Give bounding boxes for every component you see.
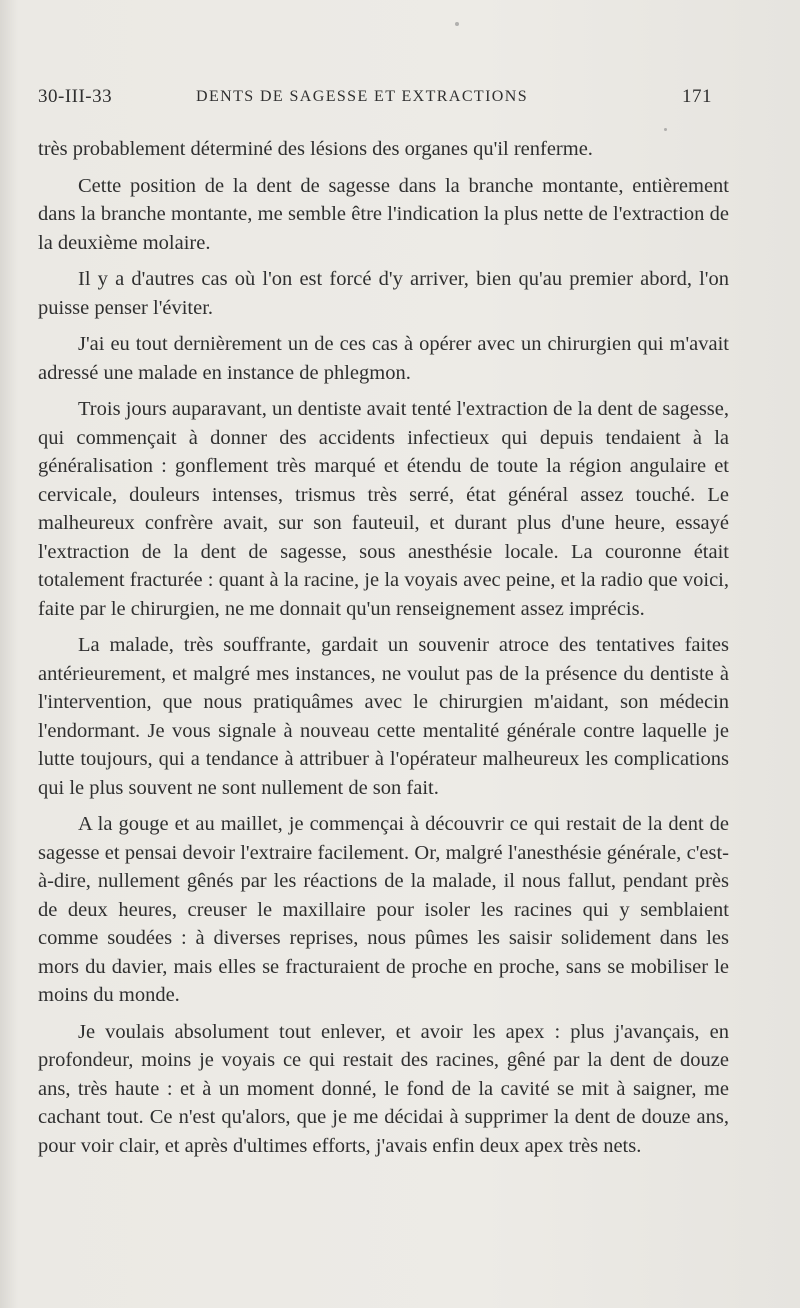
paragraph: très probablement déterminé des lésions des organes qu'il renferme. bbox=[38, 138, 593, 160]
paragraph: Il y a d'autres cas où l'on est forcé d'y arriver, bien qu'au premier abord, l'on puisse penser l'éviter. bbox=[38, 268, 729, 319]
paragraph: Trois jours auparavant, un dentiste avait tenté l'extraction de la dent de sagesse, qui commençait à donner des accidents infectieux qui depuis tendaient à la généralisation : gonflement très marqué et étendu de toute la région angulaire et cervicale, douleurs intenses, trismus très serré, état général assez touché. Le malheureux confrère avait, sur son fauteuil, et durant plus d'une heure, essayé l'extraction de la dent de sagesse, sous anesthésie locale. La couronne était totalement fracturée : quant à la racine, je la voyais avec peine, et la radio que voici, faite par le chirurgien, ne me donnait qu'un renseignement assez imprécis. bbox=[38, 398, 729, 620]
paragraph: J'ai eu tout dernièrement un de ces cas à opérer avec un chirurgien qui m'avait adressé une malade en instance de phlegmon. bbox=[38, 333, 729, 384]
paragraph: Cette position de la dent de sagesse dans la branche montante, entièrement dans la branche montante, me semble être l'indication la plus nette de l'extraction de la deuxième molaire. bbox=[38, 174, 729, 254]
body-text bbox=[38, 135, 729, 1168]
paragraph: A la gouge et au maillet, je commençai à découvrir ce qui restait de la dent de sagesse et pensai devoir l'extraire facilement. Or, malgré l'anesthésie générale, c'est-à-dire, nullement gênés par les réactions de la malade, il nous fallut, pendant près de deux heures, creuser le maxillaire pour isoler les racines qui y semblaient comme soudées : à diverses reprises, nous pûmes les saisir solidement dans les mors du davier, mais elles se fracturaient de proche en proche, sans se mobiliser le moins du monde. bbox=[38, 813, 729, 1006]
running-head bbox=[38, 86, 712, 116]
paper-speck bbox=[664, 128, 667, 131]
paragraph: La malade, très souffrante, gardait un souvenir atroce des tentatives faites antérieurement, et malgré mes instances, ne voulut pas de la présence du dentiste à l'intervention, que nous pratiquâmes avec le chirurgien m'aidant, son médecin l'endormant. Je vous signale à nouveau cette mentalité générale contre laquelle je lutte toujours, qui a tendance à attribuer à l'opérateur malheureux les complications qui le plus souvent ne sont nullement de son fait. bbox=[38, 634, 729, 799]
header-date: 30-III-33 bbox=[38, 86, 113, 107]
paragraph: Je voulais absolument tout enlever, et avoir les apex : plus j'avançais, en profondeur, moins je voyais ce qui restait des racines, gêné par la dent de douze ans, très haute : et à un moment donné, le fond de la cavité se mit à saigner, me cachant tout. Ce n'est qu'alors, que je me décidai à supprimer la dent de douze ans, pour voir clair, et après d'ultimes efforts, j'avais enfin deux apex très nets. bbox=[38, 1020, 729, 1157]
page-number: 171 bbox=[682, 86, 712, 107]
header-title: DENTS DE SAGESSE ET EXTRACTIONS bbox=[196, 88, 529, 105]
paper-speck bbox=[455, 22, 459, 26]
